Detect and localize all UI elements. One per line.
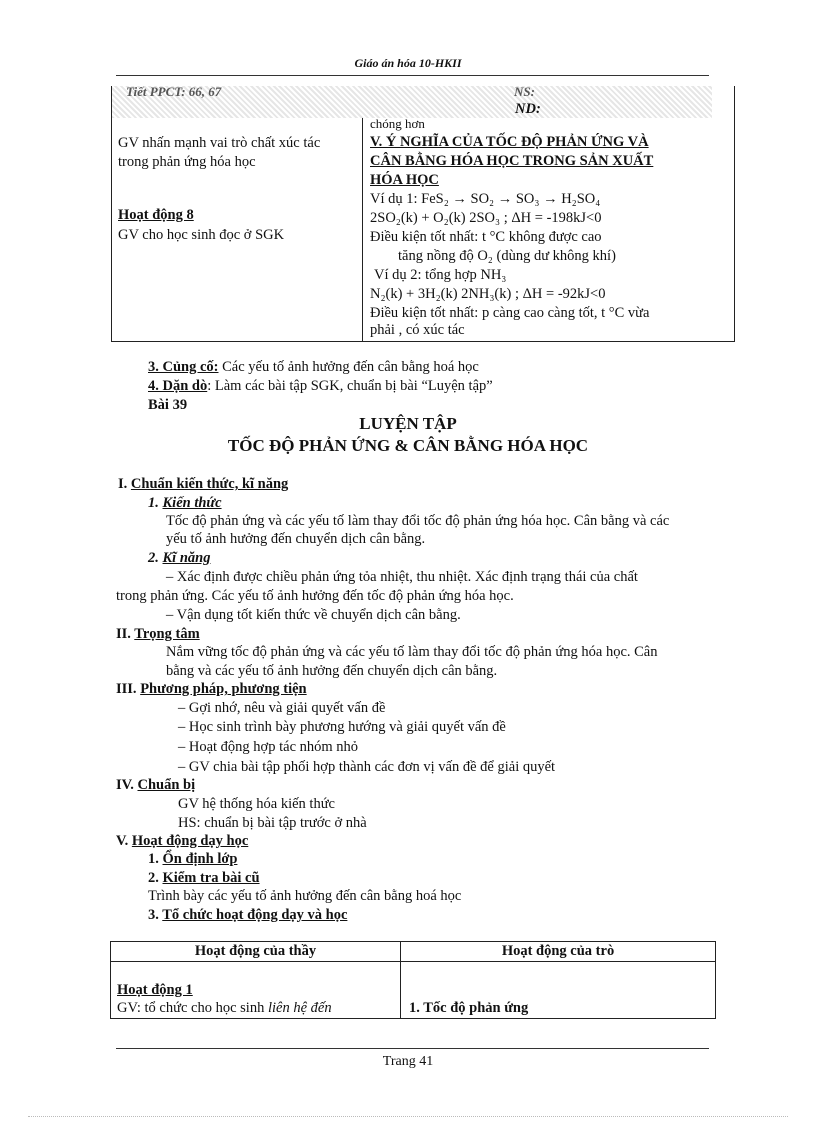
right-heading-1: V. Ý NGHĨA CỦA TỐC ĐỘ PHẢN ỨNG VÀ [370, 134, 649, 150]
condition-1b: tăng nồng độ O₂ (dùng dư không khí) [398, 248, 616, 264]
section-3-label: Phương pháp, phương tiện [140, 681, 307, 697]
section-1-number: I. [118, 476, 131, 492]
prep-line-1: GV hệ thống hóa kiến thức [178, 796, 335, 812]
teacher-activity-1: Hoạt động 1 [117, 982, 193, 998]
subsection-5-3-label: Tổ chức hoạt động dạy và học [162, 907, 348, 923]
method-line-4: – GV chia bài tập phối hợp thành các đơn vị vấn đề để giải quyết [178, 759, 556, 775]
subsection-5-3-number: 3. [148, 907, 163, 923]
right-heading-3: HÓA HỌC [370, 172, 439, 188]
section-5-number: V. [116, 833, 132, 849]
right-heading-2: CÂN BẰNG HÓA HỌC TRONG SẢN XUẤT [370, 153, 654, 169]
dan-do-text: : Làm các bài tập SGK, chuẩn bị bài “Luyện tập” [207, 378, 493, 394]
subsection-1-2-number: 2. [148, 550, 163, 566]
example-1: Ví dụ 1: FeS₂ → SO₂ → SO₃ → H₂SO₄ [370, 191, 601, 207]
subsection-5-1-label: Ổn định lớp [162, 851, 238, 867]
left-activity-8: Hoạt động 8 [118, 207, 194, 223]
knowledge-line-2: yếu tố ảnh hưởng đến chuyển dịch cân bằng. [166, 531, 426, 547]
teacher-gv-line [117, 1000, 332, 1017]
hatch-left-text: Tiết PPCT: 66, 67 [126, 84, 222, 99]
subsection-1-2-heading [148, 550, 210, 567]
equation-2: N₂(k) + 3H₂(k) 2NH₃(k) ; ΔH = -92kJ<0 [370, 286, 606, 302]
header-rule [116, 75, 709, 76]
section-4-number: IV. [116, 777, 138, 793]
subsection-5-2-heading [148, 870, 260, 887]
review-question: Trình bày các yếu tố ảnh hưởng đến cân bằng hoá học [148, 888, 462, 904]
footer-rule [116, 1048, 709, 1049]
section-2-label: Trọng tâm [134, 626, 200, 642]
subsection-1-1-number: 1. [148, 495, 163, 511]
method-line-1: – Gợi nhớ, nêu và giải quyết vấn đề [178, 700, 386, 716]
method-line-2: – Học sinh trình bày phương hướng và giải quyết vấn đề [178, 719, 506, 735]
section-4-label: Chuẩn bị [137, 777, 196, 793]
col-teacher-header: Hoạt động của thầy [194, 943, 317, 959]
subsection-5-1-number: 1. [148, 851, 163, 867]
lesson-title-1: LUYỆN TẬP [359, 414, 457, 433]
section-1-heading [118, 476, 288, 493]
skill-line-1: – Xác định được chiều phản ứng tỏa nhiệt, thu nhiệt. Xác định trạng thái của chất [166, 569, 638, 585]
dan-do-label: 4. Dặn dò [148, 378, 208, 394]
section-4-heading [116, 777, 195, 794]
hatch-ns: NS: [514, 84, 535, 99]
equation-1: 2SO₂(k) + O₂(k) 2SO₃ ; ΔH = -198kJ<0 [370, 210, 602, 226]
activity-table-header-rule [111, 961, 715, 962]
student-item-1: 1. Tốc độ phản ứng [409, 1000, 529, 1016]
lesson-title-2: TỐC ĐỘ PHẢN ỨNG & CÂN BẰNG HÓA HỌC [227, 436, 589, 455]
top-table [111, 86, 735, 342]
skill-line-3: – Vận dụng tốt kiến thức về chuyển dịch cân bằng. [166, 607, 461, 623]
focus-line-1: Nắm vững tốc độ phản ứng và các yếu tố làm thay đổi tốc độ phản ứng hóa học. Cân [166, 644, 658, 660]
section-2-number: II. [116, 626, 135, 642]
page-header: Giáo án hóa 10-HKII [354, 56, 462, 70]
method-line-3: – Hoạt động hợp tác nhóm nhỏ [178, 739, 359, 755]
section-3-heading [116, 681, 307, 698]
subsection-1-2-label: Kĩ năng [162, 550, 211, 566]
page-edge-dots [28, 1116, 788, 1117]
cung-co-line [148, 359, 479, 376]
section-2-heading [116, 626, 200, 643]
right-fragment: chóng hơn [370, 116, 425, 131]
dan-do-line [148, 378, 493, 395]
hatch-nd: ND: [515, 101, 541, 117]
condition-1a: Điều kiện tốt nhất: t °C không được cao [370, 229, 602, 245]
focus-line-2: bằng và các yếu tố ảnh hưởng đến chuyển dịch cân bằng. [166, 663, 498, 679]
cung-co-label: 3. Củng cố: [148, 359, 219, 375]
left-line-1: GV nhấn mạnh vai trò chất xúc tác [118, 135, 321, 151]
subsection-5-2-label: Kiểm tra bài cũ [162, 870, 260, 886]
subsection-5-2-number: 2. [148, 870, 163, 886]
page-footer: Trang 41 [382, 1054, 434, 1069]
teacher-gv-italic: liên hệ đến [267, 1000, 332, 1016]
cung-co-text: Các yếu tố ảnh hưởng đến cân bằng hoá học [218, 359, 479, 375]
lesson-number: Bài 39 [148, 397, 188, 413]
col-student-header: Hoạt động của trò [501, 943, 615, 959]
skill-line-2: trong phản ứng. Các yếu tố ảnh hưởng đến tốc độ phản ứng hóa học. [116, 588, 514, 604]
left-line-2: trong phản ứng hóa học [118, 154, 256, 170]
left-line-3: GV cho học sinh đọc ở SGK [118, 227, 285, 243]
condition-2a: Điều kiện tốt nhất: p càng cao càng tốt, t °C vừa [370, 305, 650, 321]
section-1-label: Chuẩn kiến thức, kĩ năng [130, 476, 289, 492]
subsection-5-3-heading [148, 907, 347, 924]
section-3-number: III. [116, 681, 141, 697]
example-2: Ví dụ 2: tổng hợp NH₃ [374, 267, 507, 283]
subsection-5-1-heading [148, 851, 237, 868]
activity-table [110, 941, 716, 1019]
prep-line-2: HS: chuẩn bị bài tập trước ở nhà [178, 815, 367, 831]
condition-2b: phải , có xúc tác [370, 322, 465, 338]
teacher-gv-prefix: GV: tổ chức cho học sinh [117, 1000, 268, 1016]
section-5-heading [116, 833, 248, 850]
section-5-label: Hoạt động dạy học [131, 833, 249, 849]
subsection-1-1-heading [148, 495, 222, 512]
table-column-divider [362, 118, 363, 341]
subsection-1-1-label: Kiến thức [162, 495, 222, 511]
knowledge-line-1: Tốc độ phản ứng và các yếu tố làm thay đổi tốc độ phản ứng hóa học. Cân bằng và các [166, 513, 670, 529]
hatched-header-band [112, 86, 712, 118]
